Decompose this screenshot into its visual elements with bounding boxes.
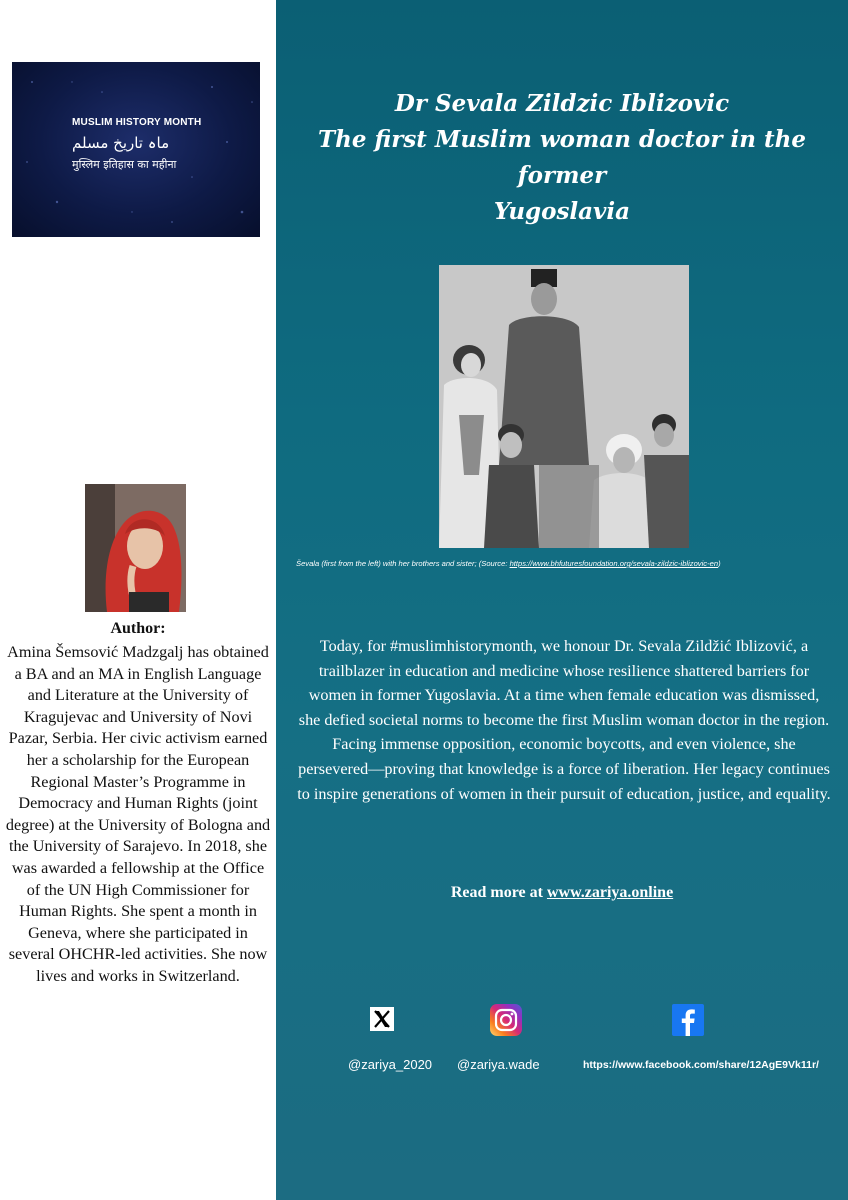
caption-text: Ševala (first from the left) with her brothers and sister; (Source: <box>296 559 510 568</box>
author-label: Author: <box>110 620 166 637</box>
title-line-subtitle-end: Yugoslavia <box>493 198 631 225</box>
facebook-link[interactable]: https://www.facebook.com/share/12AgE9Vk11r/ <box>583 1059 819 1071</box>
body-paragraph: Today, for #muslimhistorymonth, we honour Dr. Sevala Zildžić Iblizović, a trailblazer in education and medicine whose resilience shattered barriers for women in former Yugoslavia. At a time when female education was dismissed, she defied societal norms to become the first Muslim woman doctor in the region. Facing immense opposition, economic boycotts, and even violence, she persevered—proving that knowledge is a force of liberation. Her legacy continues to inspire generations of women in their pursuit of education, justice, and equality. <box>297 637 831 803</box>
instagram-icon[interactable] <box>490 1004 522 1036</box>
x-handle[interactable]: @zariya_2020 <box>348 1057 433 1072</box>
x-icon[interactable] <box>370 1007 394 1031</box>
historical-family-photo <box>439 265 689 548</box>
caption-close: ) <box>718 559 721 568</box>
facebook-icon[interactable] <box>672 1004 704 1036</box>
read-more-prefix: Read more at <box>450 884 547 901</box>
photo-caption <box>296 559 844 568</box>
caption-source-link[interactable]: https://www.bhfuturesfoundation.org/sevala-zildzic-iblizovic-en <box>509 559 719 568</box>
author-photo <box>85 484 186 612</box>
page-title <box>276 86 848 230</box>
read-more <box>276 884 848 902</box>
title-line-name: Dr Sevala Zildzic Iblizovic <box>394 90 730 117</box>
author-bio: Amina Šemsović Madzgalj has obtained a BA and an MA in English Language and Literature at the University of Kragujevac and University of Novi Pazar, Serbia. Her civic activism earned her a scholarship for the European Regional Master’s Programme in Democracy and Human Rights (joint degree) at the University of Bologna and the University of Sarajevo. In 2018, she was awarded a fellowship at the Office of the UN High Commissioner for Human Rights. She spent a month in Geneva, where she participated in several OHCHR-led activities. She now lives and works in Switzerland. <box>5 643 271 985</box>
banner-title-urdu: ماہ تاریخ مسلم <box>72 134 170 152</box>
muslim-history-month-banner <box>12 62 260 237</box>
title-line-subtitle: The first Muslim woman doctor in the former <box>318 126 806 189</box>
read-more-link[interactable]: www.zariya.online <box>546 884 674 901</box>
banner-title-hindi: मुस्लिम इतिहास का महीना <box>72 158 177 171</box>
instagram-handle[interactable]: @zariya.wade <box>457 1057 540 1072</box>
banner-title-english: MUSLIM HISTORY MONTH <box>72 117 202 128</box>
